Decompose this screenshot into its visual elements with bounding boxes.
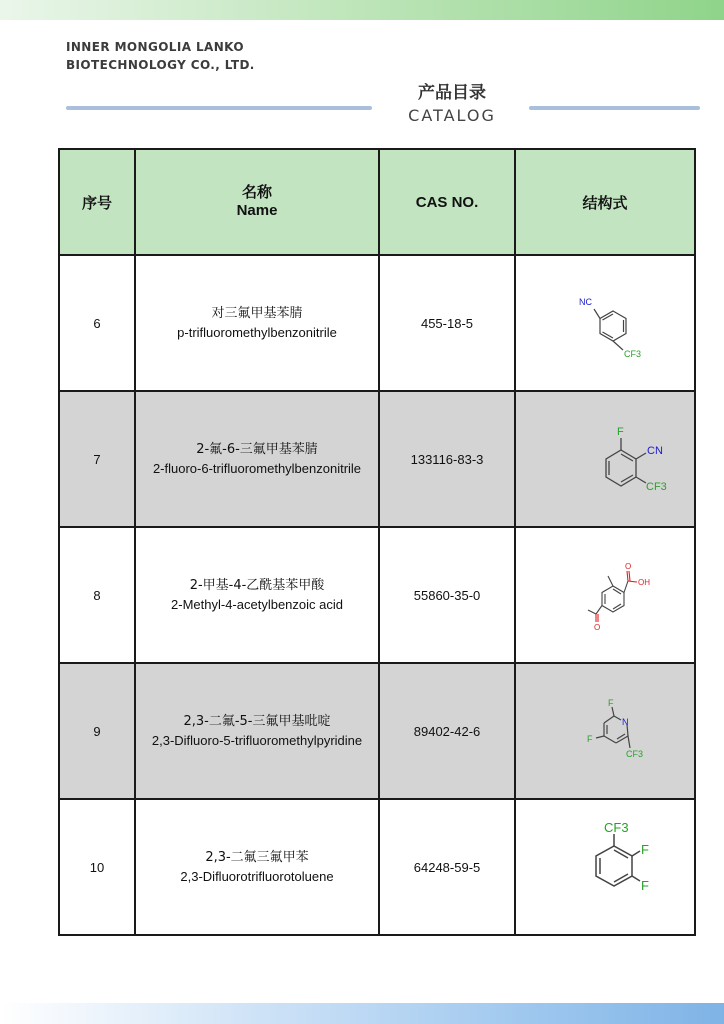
table-row	[59, 527, 695, 663]
pyridine-nitrogen-label: N	[622, 717, 629, 727]
trifluoromethyl-label: CF3	[604, 820, 629, 835]
fluoro-2-label: F	[608, 698, 614, 708]
header-name-cn: 名称	[241, 184, 272, 201]
nitrile-label: NC	[579, 297, 592, 307]
structure-diagram	[520, 802, 690, 932]
trifluoromethyl-label: CF3	[624, 349, 642, 359]
structure-diagram	[520, 530, 690, 660]
product-name-cell	[135, 799, 379, 935]
structure-cell	[515, 663, 695, 799]
row-number: 8	[59, 527, 135, 663]
structure-cell	[515, 391, 695, 527]
header-name-en: Name	[236, 202, 278, 219]
product-name-cn: 2-甲基-4-乙酰基苯甲酸	[189, 578, 325, 593]
carbonyl-oxygen-label: O	[625, 562, 632, 571]
product-name-en: 2-Methyl-4-acetylbenzoic acid	[171, 597, 343, 612]
structure-diagram	[520, 666, 690, 796]
fluoro-3-label: F	[587, 734, 593, 744]
structure-diagram	[520, 258, 690, 388]
table-row	[59, 255, 695, 391]
catalog-title-en: CATALOG	[408, 106, 496, 125]
header-structure: 结构式	[515, 149, 695, 255]
product-name-cn: 2,3-二氟-5-三氟甲基吡啶	[183, 714, 331, 729]
table-row	[59, 391, 695, 527]
product-name-cell	[135, 255, 379, 391]
product-name-en: p-trifluoromethylbenzonitrile	[177, 325, 337, 340]
cas-number: 64248-59-5	[379, 799, 515, 935]
table-row	[59, 663, 695, 799]
structure-diagram	[520, 394, 690, 524]
header-name	[135, 149, 379, 255]
fluoro-2-label: F	[641, 842, 649, 857]
cas-number: 455-18-5	[379, 255, 515, 391]
table-header-row	[59, 149, 695, 255]
structure-cell	[515, 255, 695, 391]
catalog-title-cn: 产品目录	[418, 83, 486, 103]
product-name-cn: 2,3-二氟三氟甲苯	[205, 850, 309, 865]
structure-cell	[515, 799, 695, 935]
hydroxyl-label: OH	[638, 578, 650, 587]
product-name-cell	[135, 391, 379, 527]
fluoro-label: F	[617, 426, 624, 438]
nitrile-label: CN	[647, 445, 663, 457]
product-catalog-table	[58, 148, 696, 936]
top-decorative-band	[0, 0, 724, 20]
row-number: 10	[59, 799, 135, 935]
company-name-line-1: INNER MONGOLIA LANKO	[66, 40, 244, 54]
trifluoromethyl-label: CF3	[626, 749, 644, 759]
product-name-en: 2-fluoro-6-trifluoromethylbenzonitrile	[152, 461, 362, 476]
row-number: 7	[59, 391, 135, 527]
cas-number: 55860-35-0	[379, 527, 515, 663]
structure-cell	[515, 527, 695, 663]
bottom-decorative-band	[0, 1003, 724, 1024]
product-name-en: 2,3-Difluorotrifluorotoluene	[180, 869, 334, 884]
row-number: 6	[59, 255, 135, 391]
header-cas: CAS NO.	[379, 149, 515, 255]
row-number: 9	[59, 663, 135, 799]
fluoro-3-label: F	[641, 878, 649, 893]
product-name-cell	[135, 663, 379, 799]
cas-number: 133116-83-3	[379, 391, 515, 527]
table-row	[59, 799, 695, 935]
product-name-cn: 对三氟甲基苯腈	[211, 306, 303, 321]
product-name-cell	[135, 527, 379, 663]
product-name-cn: 2-氟-6-三氟甲基苯腈	[196, 442, 318, 457]
company-name-line-2: BIOTECHNOLOGY CO., LTD.	[66, 58, 255, 72]
product-name-en: 2,3-Difluoro-5-trifluoromethylpyridine	[151, 733, 363, 748]
acetyl-oxygen-label: O	[594, 623, 601, 632]
cas-number: 89402-42-6	[379, 663, 515, 799]
header-no: 序号	[59, 149, 135, 255]
trifluoromethyl-label: CF3	[646, 481, 667, 493]
title-rule-right	[529, 106, 700, 110]
title-rule-left	[66, 106, 372, 110]
company-name	[66, 38, 255, 74]
